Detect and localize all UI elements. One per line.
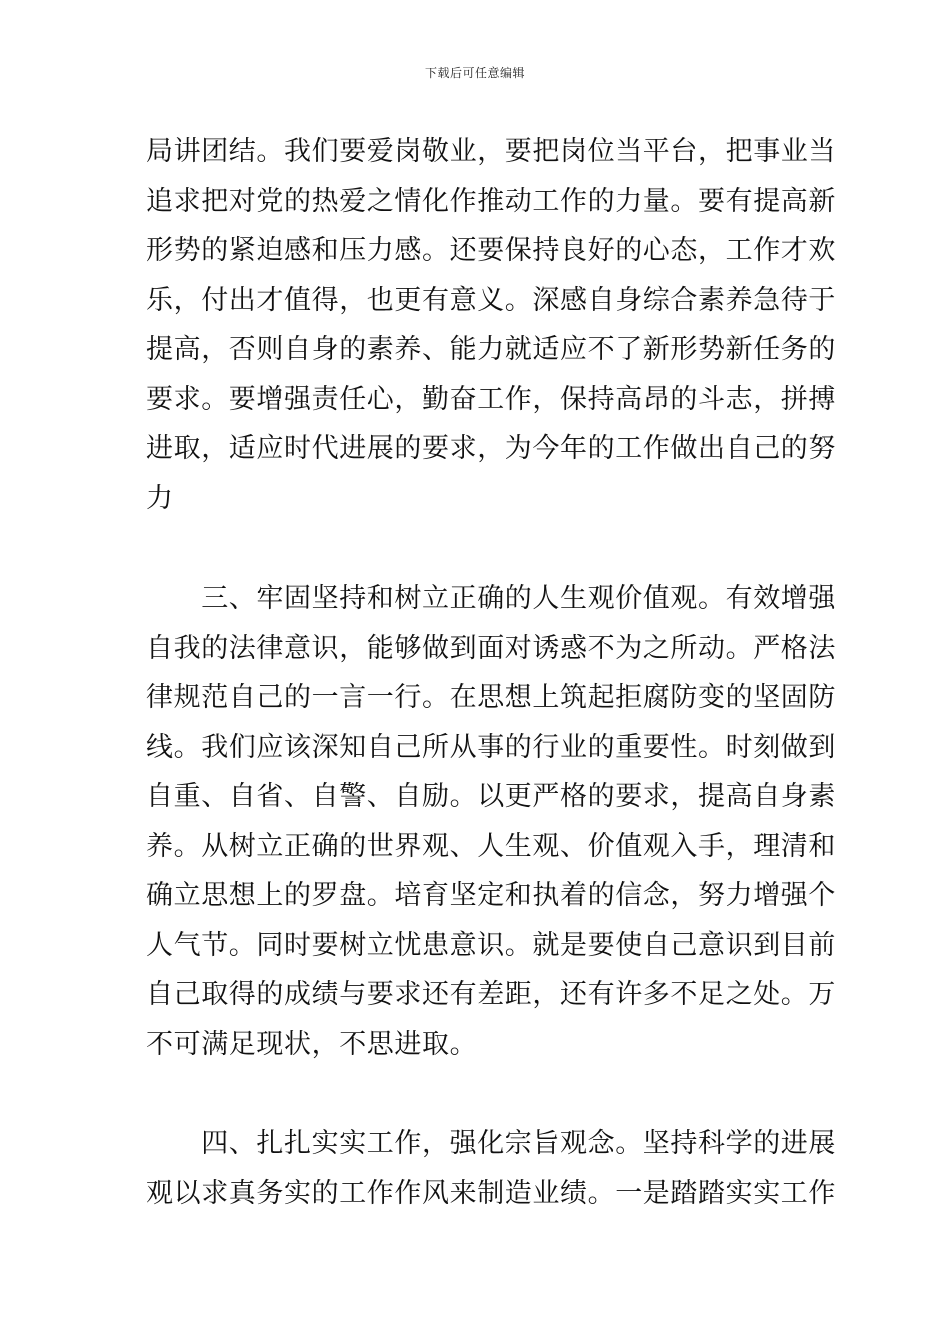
text-line: 自我的法律意识，能够做到面对诱惑不为之所动。严格法 <box>146 632 836 664</box>
text-line: 律规范自己的一言一行。在思想上筑起拒腐防变的坚固防 <box>146 682 836 713</box>
text-line: 自重、自省、自警、自励。以更严格的要求，提高自身素 <box>146 781 836 812</box>
text-line: 确立思想上的罗盘。培育坚定和执着的信念，努力增强个 <box>146 880 836 911</box>
text-line: 人气节。同时要树立忧患意识。就是要使自己意识到目前 <box>146 929 836 961</box>
text-line: 线。我们应该深知自己所从事的行业的重要性。时刻做到 <box>146 731 836 763</box>
page-header: 下载后可任意编辑 <box>424 66 525 80</box>
text-line: 追求把对党的热爱之情化作推动工作的力量。要有提高新 <box>146 185 836 217</box>
text-line: 四、扎扎实实工作，强化宗旨观念。坚持科学的进展 <box>146 1128 836 1159</box>
text-line: 三、牢固坚持和树立正确的人生观价值观。有效增强 <box>146 583 836 614</box>
text-line: 力 <box>146 482 174 514</box>
text-line: 不可满足现状，不思进取。 <box>146 1028 478 1060</box>
text-line: 观以求真务实的工作作风来制造业绩。一是踏踏实实工作 <box>146 1177 836 1209</box>
text-line: 提高，否则自身的素养、能力就适应不了新形势新任务的 <box>146 334 836 365</box>
paragraph-1 <box>146 127 836 523</box>
text-line: 进取，适应时代进展的要求，为今年的工作做出自己的努 <box>146 433 836 464</box>
text-line: 要求。要增强责任心，勤奋工作，保持高昂的斗志，拼搏 <box>146 383 836 415</box>
text-line: 养。从树立正确的世界观、人生观、价值观入手，理清和 <box>146 830 836 862</box>
paragraph-2 <box>146 574 836 1069</box>
paragraph-3 <box>146 1119 836 1218</box>
text-line: 自己取得的成绩与要求还有差距，还有许多不足之处。万 <box>146 979 836 1010</box>
text-line: 乐，付出才值得，也更有意义。深感自身综合素养急待于 <box>146 284 836 316</box>
text-line: 形势的紧迫感和压力感。还要保持良好的心态，工作才欢 <box>146 235 836 266</box>
text-line: 局讲团结。我们要爱岗敬业，要把岗位当平台，把事业当 <box>146 136 836 167</box>
